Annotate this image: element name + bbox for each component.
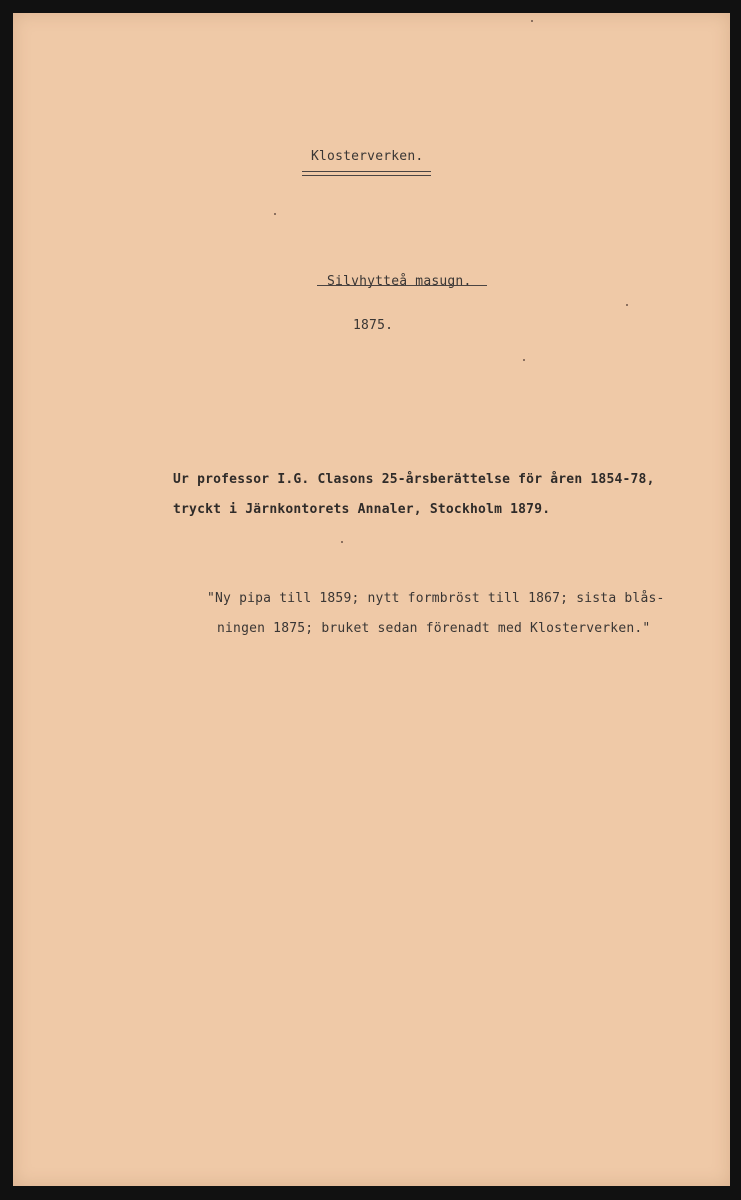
paper-speck [531, 20, 533, 22]
paper-speck [274, 213, 276, 215]
source-line-2: tryckt i Järnkontorets Annaler, Stockholm 1879. [173, 502, 551, 517]
document-page [13, 13, 730, 1186]
subheading-underline [317, 285, 487, 286]
quote-line-1: "Ny pipa till 1859; nytt formbröst till 1867; sista blås- [207, 591, 665, 606]
document-year: 1875. [353, 318, 394, 333]
source-line-1: Ur professor I.G. Clasons 25-årsberättelse för åren 1854-78, [173, 472, 655, 487]
heading-double-underline [302, 171, 431, 176]
paper-speck [523, 359, 525, 361]
paper-speck [626, 304, 628, 306]
quote-line-2: ningen 1875; bruket sedan förenadt med Klosterverken." [217, 621, 651, 636]
paper-speck [341, 541, 343, 543]
document-heading: Klosterverken. [311, 149, 424, 164]
document-subheading: Silvhytteå masugn. [327, 274, 472, 289]
